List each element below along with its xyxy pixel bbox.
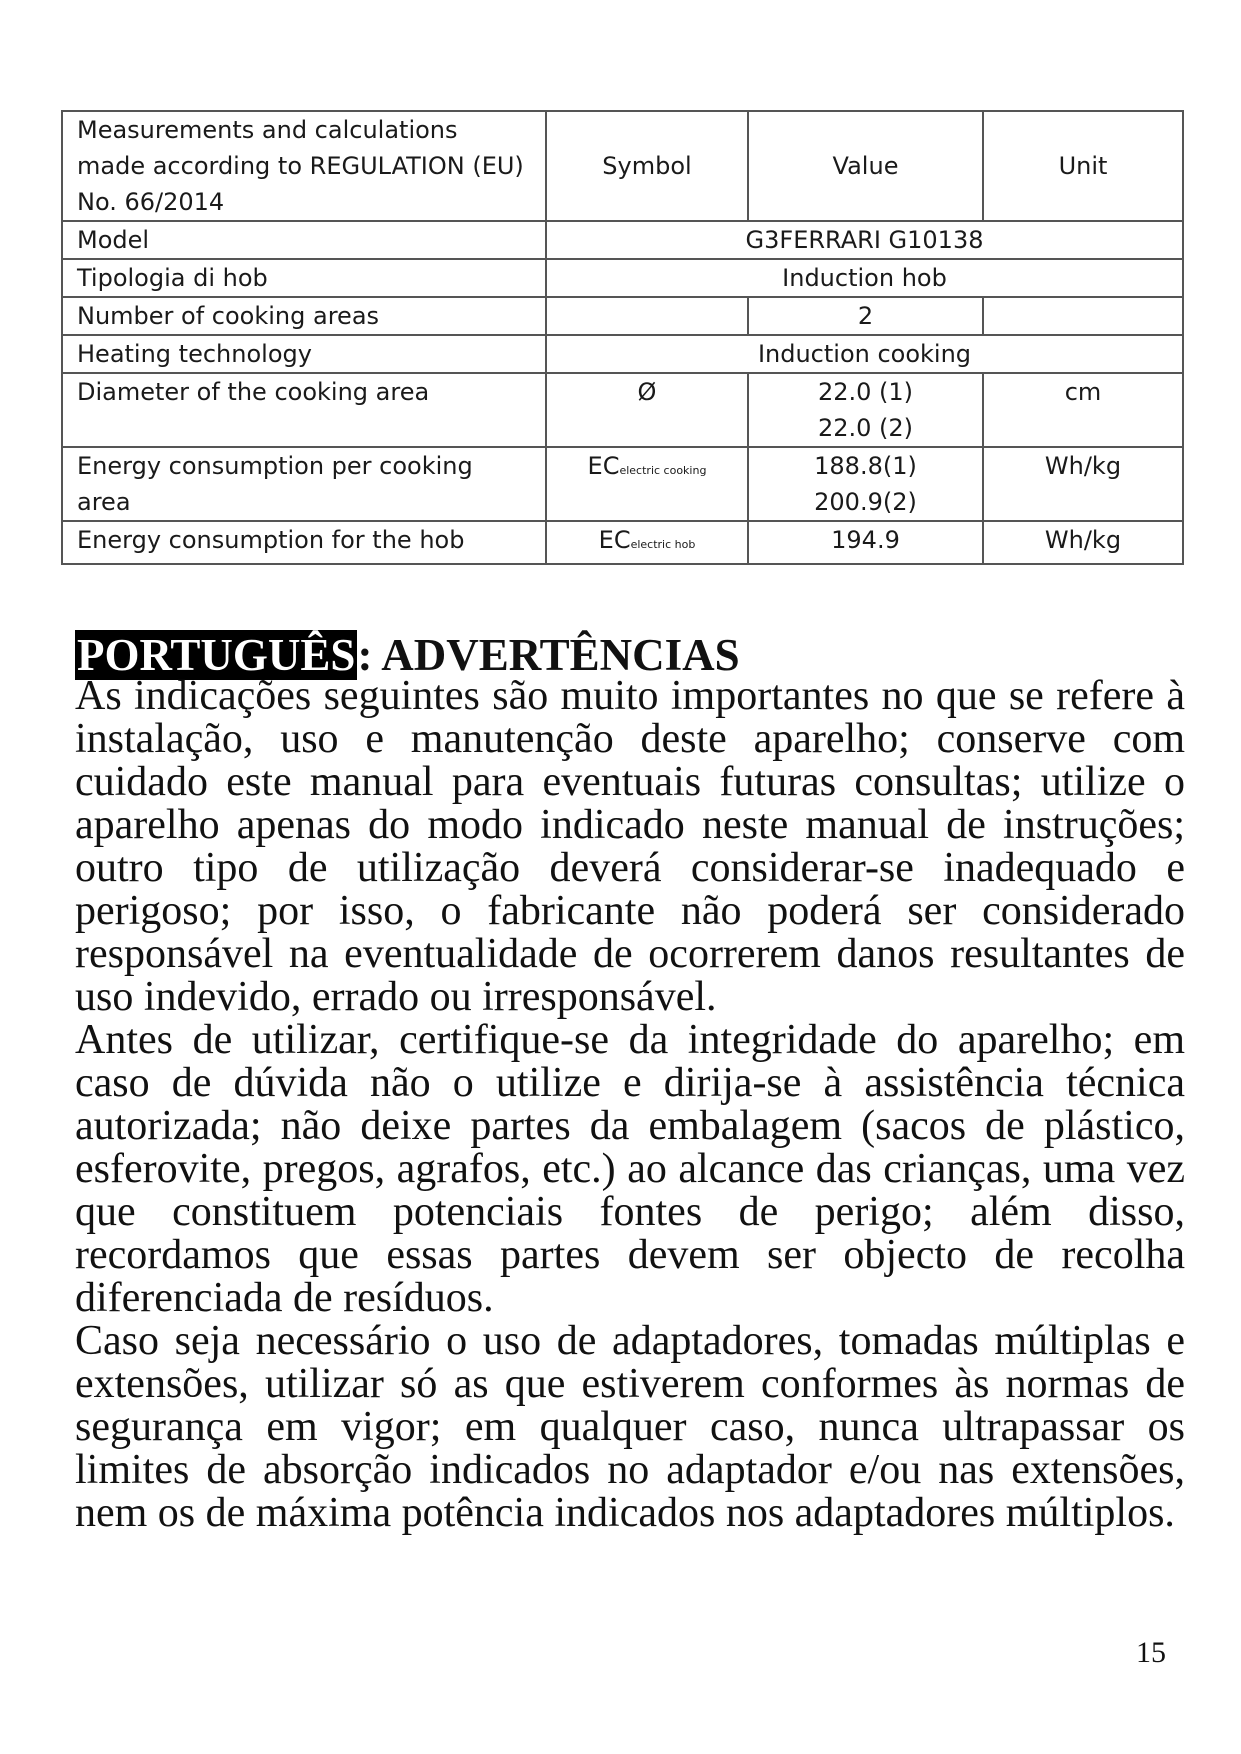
header-value: Value: [748, 111, 983, 221]
table-row-model: [62, 221, 1183, 259]
page-number: 15: [1136, 1636, 1166, 1669]
ec-area-value-2: 200.9(2): [814, 488, 917, 516]
ec-area-unit: Wh/kg: [983, 447, 1183, 521]
model-label: Model: [62, 221, 546, 259]
ec-area-symbol-main: EC: [587, 452, 620, 480]
table-row-ec-area: [62, 447, 1183, 521]
areas-label: Number of cooking areas: [62, 297, 546, 335]
diameter-value-2: 22.0 (2): [817, 414, 914, 442]
diameter-value-1: 22.0 (1): [817, 378, 914, 406]
warnings-body: [75, 675, 1185, 1535]
ec-hob-unit: Wh/kg: [983, 521, 1183, 564]
areas-unit: [983, 297, 1183, 335]
ec-area-values: [748, 447, 983, 521]
heating-label: Heating technology: [62, 335, 546, 373]
ec-area-symbol: [546, 447, 748, 521]
diameter-symbol: Ø: [546, 373, 748, 447]
table-header-row: [62, 111, 1183, 221]
warning-paragraph-3: Caso seja necessário o uso de adaptadores, tomadas múltiplas e extensões, utilizar só as que estiverem conformes às normas de segurança em vigor; em qualquer caso, nunca ultrapassar os limites de absorção indicados no adaptador e/ou nas extensões, nem os de máxima potência indicados nos adaptadores múltiplos.: [75, 1318, 1185, 1536]
ec-hob-symbol-sub: electric hob: [630, 538, 696, 551]
diameter-unit: cm: [983, 373, 1183, 447]
section-title: : ADVERTÊNCIAS: [357, 630, 740, 680]
warning-paragraph-1: As indicações seguintes são muito importantes no que se refere à instalação, uso e manutenção deste aparelho; conserve com cuidado este manual para eventuais futuras consultas; utilize o aparelho apenas do modo indicado neste manual de instruções; outro tipo de utilização deverá considerar-se inadequado e perigoso; por isso, o fabricante não poderá ser considerado responsável na eventualidade de ocorrerem danos resultantes de uso indevido, errado ou irresponsável.: [75, 673, 1185, 1020]
table-row-type: [62, 259, 1183, 297]
diameter-label: Diameter of the cooking area: [62, 373, 546, 447]
ec-area-value-1: 188.8(1): [814, 452, 917, 480]
table-row-diameter: [62, 373, 1183, 447]
table-row-areas: [62, 297, 1183, 335]
ec-hob-symbol-main: EC: [598, 526, 631, 554]
ec-hob-value: 194.9: [748, 521, 983, 564]
type-label: Tipologia di hob: [62, 259, 546, 297]
header-unit: Unit: [983, 111, 1183, 221]
ec-hob-label: Energy consumption for the hob: [62, 521, 546, 564]
energy-spec-table: [61, 110, 1184, 565]
header-measurements: Measurements and calculations made according to REGULATION (EU) No. 66/2014: [62, 111, 546, 221]
type-value: Induction hob: [546, 259, 1183, 297]
heating-value: Induction cooking: [546, 335, 1183, 373]
ec-hob-symbol: [546, 521, 748, 564]
table-row-heating: [62, 335, 1183, 373]
language-label: PORTUGUÊS: [77, 630, 356, 680]
header-symbol: Symbol: [546, 111, 748, 221]
model-value: G3FERRARI G10138: [546, 221, 1183, 259]
areas-value: 2: [748, 297, 983, 335]
ec-area-symbol-sub: electric cooking: [619, 464, 707, 477]
areas-symbol: [546, 297, 748, 335]
table-row-ec-hob: [62, 521, 1183, 564]
warning-paragraph-2: Antes de utilizar, certifique-se da integridade do aparelho; em caso de dúvida não o utilize e dirija-se à assistência técnica autorizada; não deixe partes da embalagem (sacos de plástico, esferovite, pregos, agrafos, etc.) ao alcance das crianças, uma vez que constituem potenciais fontes de perigo; além disso, recordamos que essas partes devem ser objecto de recolha diferenciada de resíduos.: [75, 1017, 1185, 1321]
diameter-values: [748, 373, 983, 447]
ec-area-label: Energy consumption per cooking area: [62, 447, 546, 521]
